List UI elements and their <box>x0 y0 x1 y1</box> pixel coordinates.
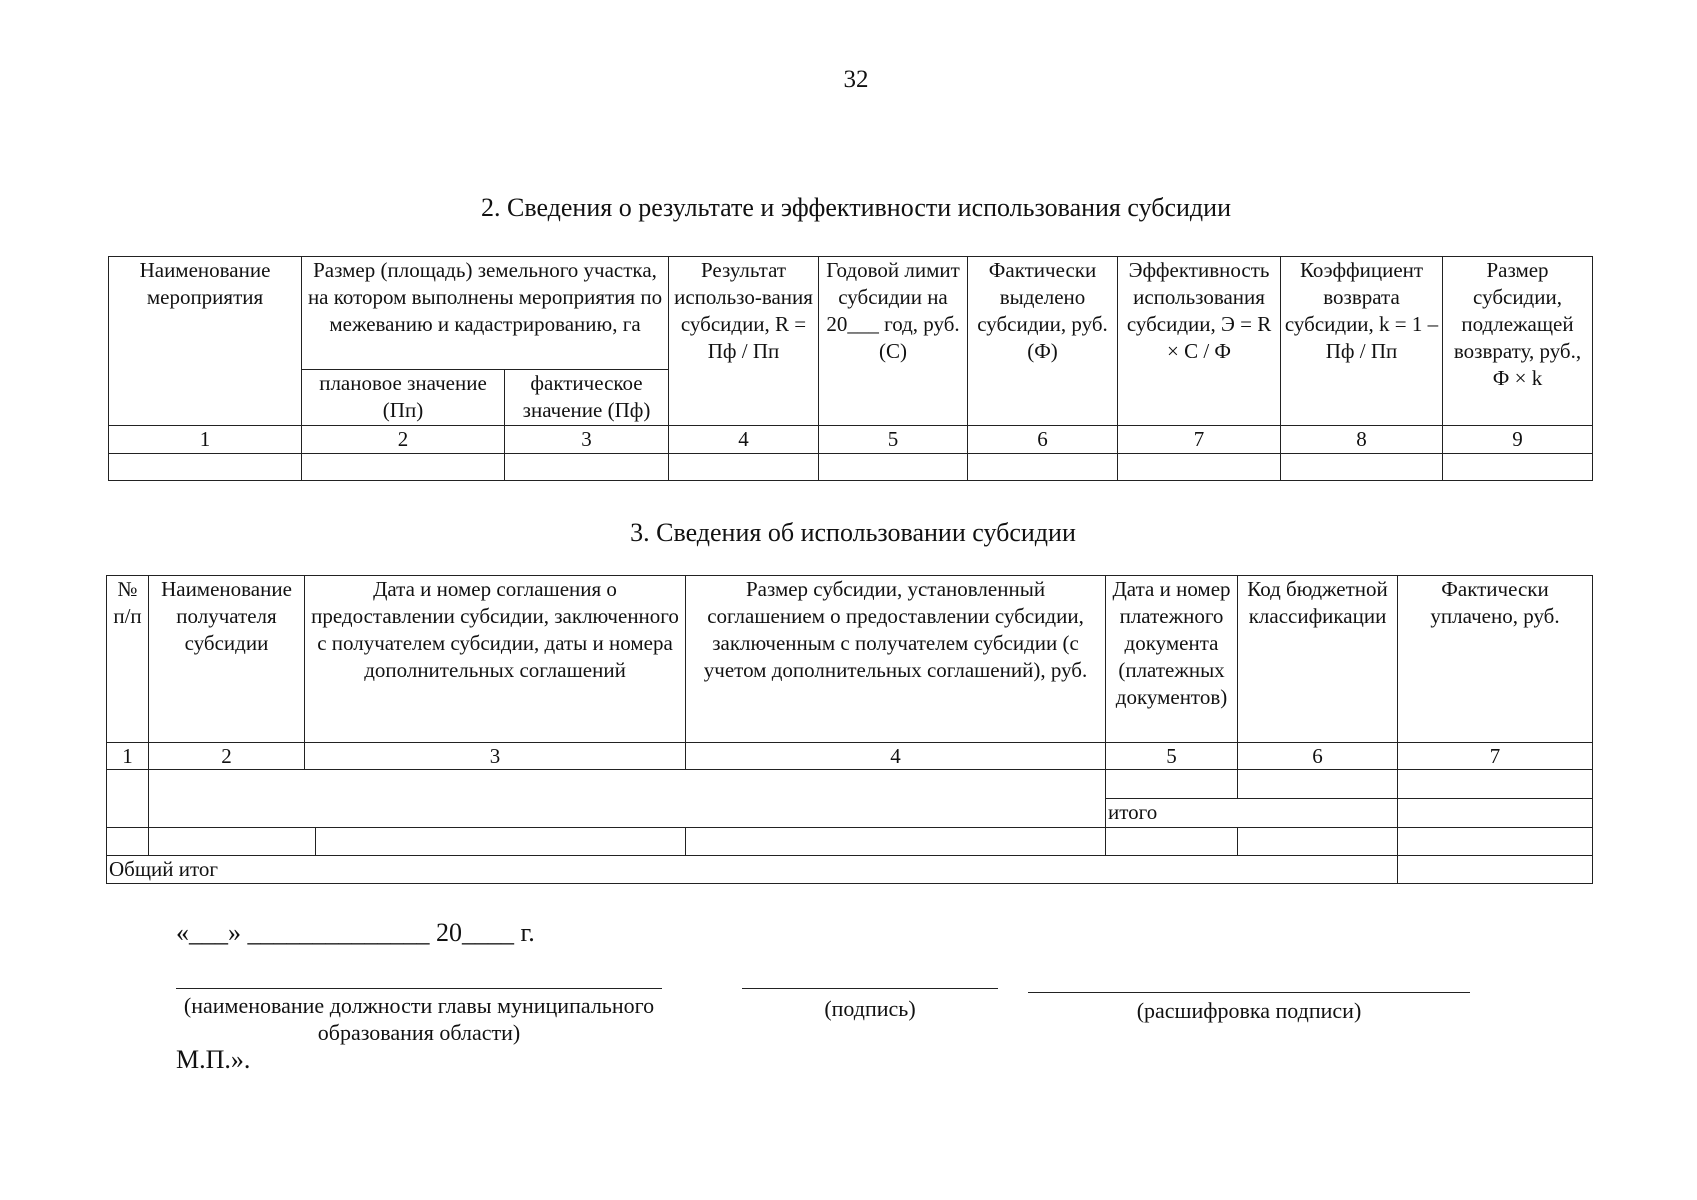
column-number: 1 <box>109 426 302 454</box>
usage-table <box>106 575 1593 884</box>
header-annual-limit: Годовой лимит субсидии на 20___ год, руб. (С) <box>819 257 968 426</box>
column-number: 5 <box>819 426 968 454</box>
empty-cell <box>149 828 316 856</box>
column-number: 7 <box>1398 743 1593 770</box>
header-planned-value: плановое значение (Пп) <box>302 370 505 426</box>
column-number: 8 <box>1281 426 1443 454</box>
table-row <box>107 856 1593 884</box>
empty-cell <box>1238 770 1398 799</box>
empty-cell <box>302 454 505 481</box>
empty-cell <box>1106 828 1238 856</box>
column-number: 7 <box>1118 426 1281 454</box>
header-agreement-date-number: Дата и номер соглашения о предоставлении субсидии, заключенного с получателем субсидии, даты и номера дополнительных соглашений <box>305 576 686 743</box>
empty-cell <box>107 828 149 856</box>
sign-caption: (подпись) <box>824 996 916 1021</box>
subtotal-label: итого <box>1106 799 1398 828</box>
column-number: 9 <box>1443 426 1593 454</box>
header-allocated: Фактически выделено субсидии, руб. (Ф) <box>968 257 1118 426</box>
empty-cell <box>819 454 968 481</box>
header-refund-amount: Размер субсидии, подлежащей возврату, руб., Ф × k <box>1443 257 1593 426</box>
header-result: Результат использо-вания субсидии, R = Пф / Пп <box>669 257 819 426</box>
position-signature-line <box>176 988 662 989</box>
header-budget-code: Код бюджетной классификации <box>1238 576 1398 743</box>
empty-cell <box>505 454 669 481</box>
table-row <box>107 828 1593 856</box>
empty-cell <box>686 828 1106 856</box>
column-number: 4 <box>669 426 819 454</box>
column-number: 6 <box>968 426 1118 454</box>
empty-cell <box>316 828 686 856</box>
header-subsidy-amount: Размер субсидии, установленный соглашением о предоставлении субсидии, заключенным с получателем субсидии (с учетом дополнительных соглашений), руб. <box>686 576 1106 743</box>
signature-line <box>742 988 998 989</box>
column-number: 4 <box>686 743 1106 770</box>
column-number: 2 <box>302 426 505 454</box>
column-number: 3 <box>505 426 669 454</box>
empty-cell <box>1398 799 1593 828</box>
empty-cell <box>1398 828 1593 856</box>
header-recipient-name: Наименование получателя субсидии <box>149 576 305 743</box>
empty-cell <box>1118 454 1281 481</box>
column-number: 5 <box>1106 743 1238 770</box>
empty-cell <box>669 454 819 481</box>
header-row-number: № п/п <box>107 576 149 743</box>
column-number: 2 <box>149 743 305 770</box>
empty-cell <box>109 454 302 481</box>
empty-cell <box>107 770 149 828</box>
stamp-mark: М.П.». <box>176 1045 251 1074</box>
section3-title: 3. Сведения об использовании субсидии <box>630 518 1076 547</box>
column-number: 1 <box>107 743 149 770</box>
empty-cell <box>1238 828 1398 856</box>
header-actually-paid: Фактически уплачено, руб. <box>1398 576 1593 743</box>
empty-cell <box>1398 856 1593 884</box>
empty-cell <box>1398 770 1593 799</box>
empty-cell <box>1281 454 1443 481</box>
header-actual-value: фактическое значение (Пф) <box>505 370 669 426</box>
decode-signature-line <box>1028 992 1470 993</box>
column-number: 3 <box>305 743 686 770</box>
header-land-area: Размер (площадь) земельного участка, на котором выполнены мероприятия по межеванию и кадастрированию, га <box>302 257 669 370</box>
empty-cell <box>1443 454 1593 481</box>
position-caption: (наименование должности главы муниципального образования области) <box>183 993 655 1045</box>
table-row <box>107 770 1593 799</box>
header-payment-document: Дата и номер платежного документа (платежных документов) <box>1106 576 1238 743</box>
empty-cell <box>968 454 1118 481</box>
header-event-name: Наименование мероприятия <box>109 257 302 426</box>
empty-cell <box>149 770 1106 828</box>
empty-cell <box>1106 770 1238 799</box>
column-number: 6 <box>1238 743 1398 770</box>
grand-total-label: Общий итог <box>107 856 1398 884</box>
date-line: «___» ______________ 20____ г. <box>176 918 535 947</box>
header-efficiency: Эффективность использования субсидии, Э = R × С / Ф <box>1118 257 1281 426</box>
results-table <box>108 256 1593 481</box>
decode-caption: (расшифровка подписи) <box>1136 998 1362 1023</box>
section2-title: 2. Сведения о результате и эффективности использования субсидии <box>480 193 1231 222</box>
page-number: 32 <box>843 66 869 93</box>
table-row <box>109 454 1593 481</box>
header-return-coefficient: Коэффициент возврата субсидии, k = 1 – Пф / Пп <box>1281 257 1443 426</box>
